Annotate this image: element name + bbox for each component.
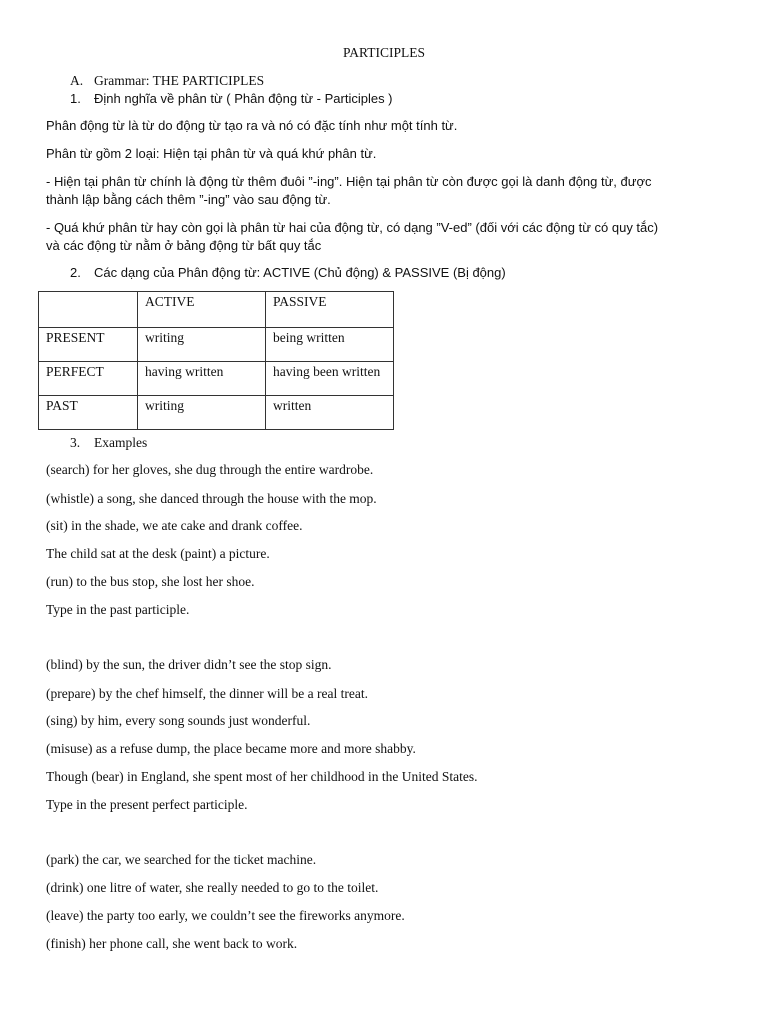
intro-line: Phân từ gồm 2 loại: Hiện tại phân từ và quá khứ phân từ.: [46, 146, 377, 161]
past-participle-line: - Quá khứ phân từ hay còn gọi là phân từ hai của động từ, có dạng ”V-ed” (đối với các động từ có quy tắc): [46, 220, 659, 235]
participle-forms-table: [38, 291, 394, 430]
past-participle-line: và các động từ nằm ở bảng động từ bất quy tắc: [46, 238, 322, 253]
example-sentence: (finish) her phone call, she went back to work.: [46, 936, 298, 951]
item-1-marker: 1.: [70, 91, 81, 106]
present-participle-line: thành lập bằng cách thêm ”-ing” vào sau động từ.: [46, 192, 331, 207]
table-cell: written: [266, 396, 394, 430]
section-a-heading: Grammar: THE PARTICIPLES: [94, 73, 265, 88]
table-cell: writing: [138, 396, 266, 430]
table-header-active: ACTIVE: [138, 292, 266, 328]
example-sentence: The child sat at the desk (paint) a picture.: [46, 546, 270, 561]
item-1-heading: Định nghĩa về phân từ ( Phân động từ - Participles ): [94, 91, 393, 106]
item-3-marker: 3.: [70, 435, 81, 450]
row-label: PERFECT: [39, 362, 138, 396]
example-sentence: (whistle) a song, she danced through the house with the mop.: [46, 491, 377, 506]
item-3-heading: Examples: [94, 435, 148, 450]
item-2-heading: Các dạng của Phân động từ: ACTIVE (Chủ động) & PASSIVE (Bị động): [94, 265, 506, 280]
example-sentence: (drink) one litre of water, she really needed to go to the toilet.: [46, 880, 379, 895]
table-cell: being written: [266, 328, 394, 362]
section-a-marker: A.: [70, 73, 84, 88]
table-cell: writing: [138, 328, 266, 362]
table-row: [39, 328, 394, 362]
example-sentence: (run) to the bus stop, she lost her shoe.: [46, 574, 255, 589]
row-label: PRESENT: [39, 328, 138, 362]
exercise-instruction: Type in the past participle.: [46, 602, 190, 617]
table-header-row: [39, 292, 394, 328]
page-title: PARTICIPLES: [343, 45, 425, 60]
example-sentence: (blind) by the sun, the driver didn’t see the stop sign.: [46, 657, 332, 672]
table-row: [39, 362, 394, 396]
example-sentence: (misuse) as a refuse dump, the place became more and more shabby.: [46, 741, 416, 756]
example-sentence: (park) the car, we searched for the ticket machine.: [46, 852, 317, 867]
exercise-instruction: Type in the present perfect participle.: [46, 797, 248, 812]
example-sentence: Though (bear) in England, she spent most of her childhood in the United States.: [46, 769, 478, 784]
table-row: [39, 396, 394, 430]
example-sentence: (search) for her gloves, she dug through the entire wardrobe.: [46, 462, 374, 477]
item-2-marker: 2.: [70, 265, 81, 280]
present-participle-line: - Hiện tại phân từ chính là động từ thêm đuôi ”-ing”. Hiện tại phân từ còn được gọi là danh động từ, được: [46, 174, 652, 189]
table-cell: having been written: [266, 362, 394, 396]
table-header-passive: PASSIVE: [266, 292, 394, 328]
table-header-cell: [39, 292, 138, 328]
table-cell: having written: [138, 362, 266, 396]
example-sentence: (prepare) by the chef himself, the dinner will be a real treat.: [46, 686, 368, 701]
example-sentence: (sit) in the shade, we ate cake and drank coffee.: [46, 518, 303, 533]
example-sentence: (sing) by him, every song sounds just wonderful.: [46, 713, 311, 728]
example-sentence: (leave) the party too early, we couldn’t see the fireworks anymore.: [46, 908, 405, 923]
row-label: PAST: [39, 396, 138, 430]
intro-line: Phân động từ là từ do động từ tạo ra và nó có đặc tính như một tính từ.: [46, 118, 458, 133]
